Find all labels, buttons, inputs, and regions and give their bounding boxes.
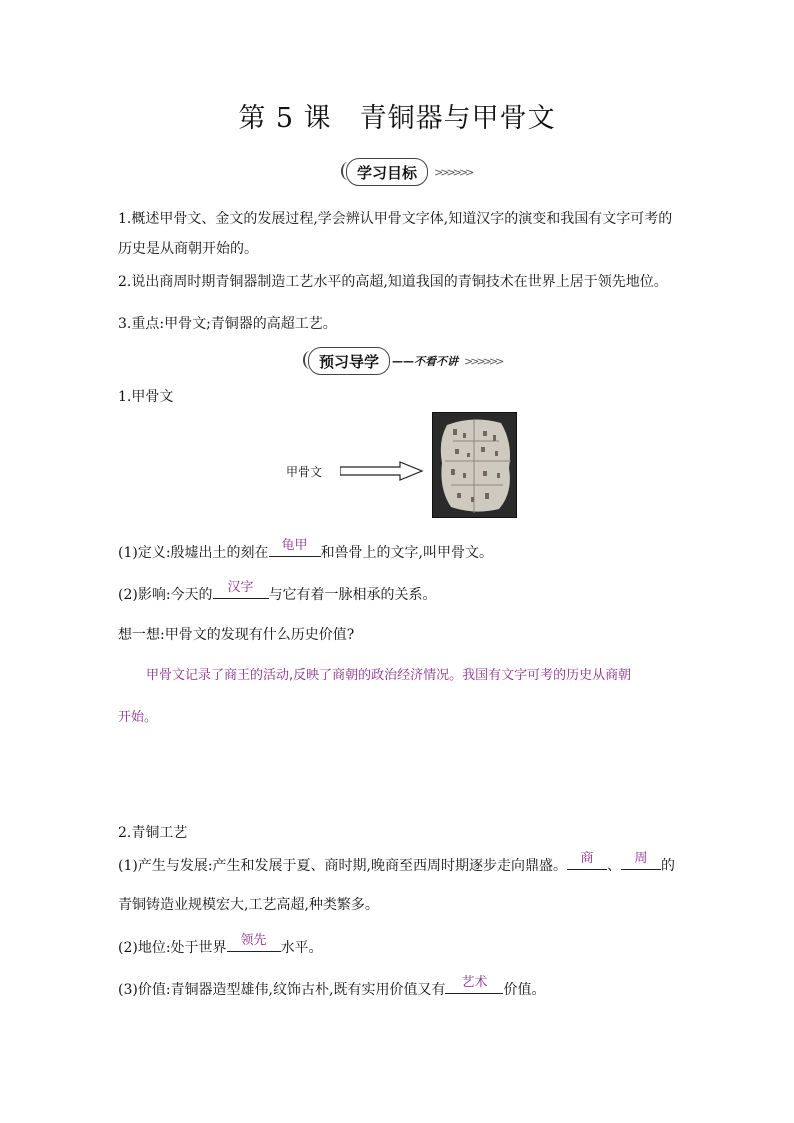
answer-blank: 商 bbox=[567, 853, 607, 870]
origin-line: (1)产生与发展:产生和发展于夏、商时期,晚商至西周时期逐步走向鼎盛。 商 、 周 的 bbox=[118, 851, 675, 874]
lesson-title: 第 5 课 青铜器与甲骨文 bbox=[238, 103, 556, 134]
influence-line: (2)影响:今天的 汉字 与它有着一脉相承的关系。 bbox=[118, 580, 437, 603]
banner-heading: 预习导学 bbox=[319, 352, 380, 371]
part2-heading: 2.青铜工艺 bbox=[118, 825, 188, 841]
objective-3: 3.重点:甲骨文;青铜器的高超工艺。 bbox=[118, 316, 337, 332]
objective-1-cont: 历史是从商朝开始的。 bbox=[118, 241, 258, 257]
part1-heading: 1.甲骨文 bbox=[118, 389, 174, 405]
chevrons-icon: >>>>>> bbox=[434, 165, 472, 179]
definition-line: (1)定义:殷墟出土的刻在 龟甲 和兽骨上的文字,叫甲骨文。 bbox=[118, 538, 494, 561]
banner-heading: 学习目标 bbox=[357, 163, 418, 182]
origin-line-cont: 青铜铸造业规模宏大,工艺高超,种类繁多。 bbox=[118, 897, 379, 913]
banner-subtitle: ——不看不讲 bbox=[392, 355, 459, 368]
figure-label: 甲骨文 bbox=[286, 465, 323, 479]
section-banner-preview bbox=[308, 347, 501, 375]
chevrons-icon: >>>>>> bbox=[464, 354, 502, 368]
think-answer-cont: 开始。 bbox=[118, 710, 158, 725]
oracle-bone-image bbox=[432, 412, 517, 518]
banner-pill bbox=[308, 347, 390, 375]
answer-blank: 龟甲 bbox=[269, 540, 321, 557]
arrow-icon bbox=[340, 460, 424, 482]
answer-blank: 周 bbox=[621, 853, 661, 870]
value-line: (3)价值:青铜器造型雄伟,纹饰古朴,既有实用价值又有 艺术 价值。 bbox=[118, 975, 546, 998]
think-question: 想一想:甲骨文的发现有什么历史价值? bbox=[118, 627, 355, 643]
answer-blank: 艺术 bbox=[445, 977, 503, 994]
objective-1: 1.概述甲骨文、金文的发展过程,学会辨认甲骨文字体,知道汉字的演变和我国有文字可考的 bbox=[118, 211, 673, 227]
status-line: (2)地位:处于世界 领先 水平。 bbox=[118, 933, 323, 956]
objective-2: 2.说出商周时期青铜器制造工艺水平的高超,知道我国的青铜技术在世界上居于领先地位。 bbox=[118, 274, 668, 290]
banner-pill bbox=[346, 158, 428, 186]
answer-blank: 汉字 bbox=[213, 582, 269, 599]
section-banner-objectives bbox=[346, 158, 471, 186]
answer-blank: 领先 bbox=[227, 935, 281, 952]
think-answer: 甲骨文记录了商王的活动,反映了商朝的政治经济情况。我国有文字可考的历史从商朝 bbox=[146, 668, 632, 683]
